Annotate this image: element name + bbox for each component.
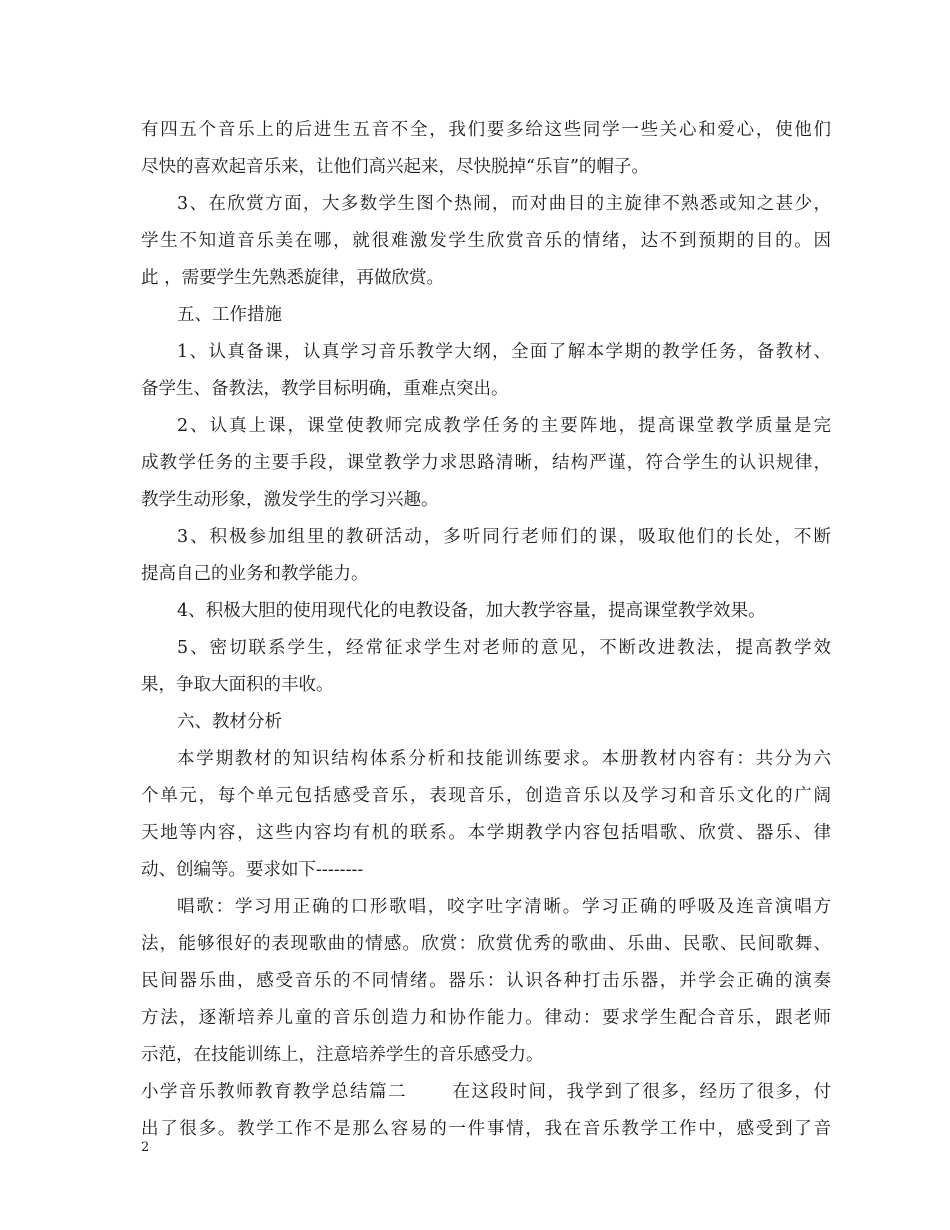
paragraph-line: 3、在欣赏方面，大多数学生图个热闹，而对曲目的主旋律不熟悉或知之甚少， [177,194,831,214]
paragraph-line: 有四五个音乐上的后进生五音不全，我们要多给这些同学一些关心和爱心，使他们 [141,120,831,140]
paragraph-line: 2、认真上课，课堂使教师完成教学任务的主要阵地，提高课堂教学质量是完 [177,416,831,436]
paragraph-line: 提高自己的业务和教学能力。 [141,564,369,584]
paragraph-line: 方法，逐渐培养儿童的音乐创造力和协作能力。律动：要求学生配合音乐，跟老师 [141,1008,831,1028]
page-number: 2 [141,1140,150,1155]
paragraph-line: 法，能够很好的表现歌曲的情感。欣赏：欣赏优秀的歌曲、乐曲、民歌、民间歌舞、 [141,934,831,954]
section-title: 小学音乐教师教育教学总结篇二 [141,1082,407,1102]
paragraph-line: 天地等内容，这些内容均有机的联系。本学期教学内容包括唱歌、欣赏、器乐、律 [141,823,831,843]
section-title-line [141,1080,831,1104]
paragraph-line: 学生不知道音乐美在哪，就很难激发学生欣赏音乐的情绪，达不到预期的目的。因 [141,231,831,251]
paragraph-line: 动、创编等。要求如下-------- [141,860,364,880]
paragraph-line: 1、认真备课，认真学习音乐教学大纲，全面了解本学期的教学任务，备教材、 [177,342,831,362]
paragraph-line: 尽快的喜欢起音乐来，让他们高兴起来，尽快脱掉“乐盲”的帽子。 [141,157,649,177]
paragraph-line: 果，争取大面积的丰收。 [141,675,334,695]
section-title-continuation: 在这段时间，我学到了很多，经历了很多，付 [451,1082,831,1102]
paragraph-line: 个单元，每个单元包括感受音乐，表现音乐，创造音乐以及学习和音乐文化的广阔 [141,786,831,806]
paragraph-line: 成教学任务的主要手段，课堂教学力求思路清晰，结构严谨，符合学生的认识规律， [141,453,831,473]
paragraph-line: 民间器乐曲，感受音乐的不同情绪。器乐：认识各种打击乐器，并学会正确的演奏 [141,971,831,991]
paragraph-line: 4、积极大胆的使用现代化的电教设备，加大教学容量，提高课堂教学效果。 [177,601,766,621]
section-heading: 五、工作措施 [177,305,282,325]
paragraph-line: 此 ，需要学生先熟悉旋律，再做欣赏。 [141,268,445,288]
paragraph-line: 3、积极参加组里的教研活动，多听同行老师们的课，吸取他们的长处，不断 [177,527,831,547]
paragraph-line: 本学期教材的知识结构体系分析和技能训练要求。本册教材内容有：共分为六 [177,749,831,769]
paragraph-line: 备学生、备教法，教学目标明确，重难点突出。 [141,379,509,399]
paragraph-line: 示范，在技能训练上，注意培养学生的音乐感受力。 [141,1045,544,1065]
section-heading: 六、教材分析 [177,712,282,732]
paragraph-line: 出了很多。教学工作不是那么容易的一件事情，我在音乐教学工作中，感受到了音 [141,1119,831,1139]
paragraph-line: 唱歌：学习用正确的口形歌唱，咬字吐字清晰。学习正确的呼吸及连音演唱方 [177,897,831,917]
paragraph-line: 5、密切联系学生，经常征求学生对老师的意见，不断改进教法，提高教学效 [177,638,831,658]
paragraph-line: 教学生动形象，激发学生的学习兴趣。 [141,490,439,510]
